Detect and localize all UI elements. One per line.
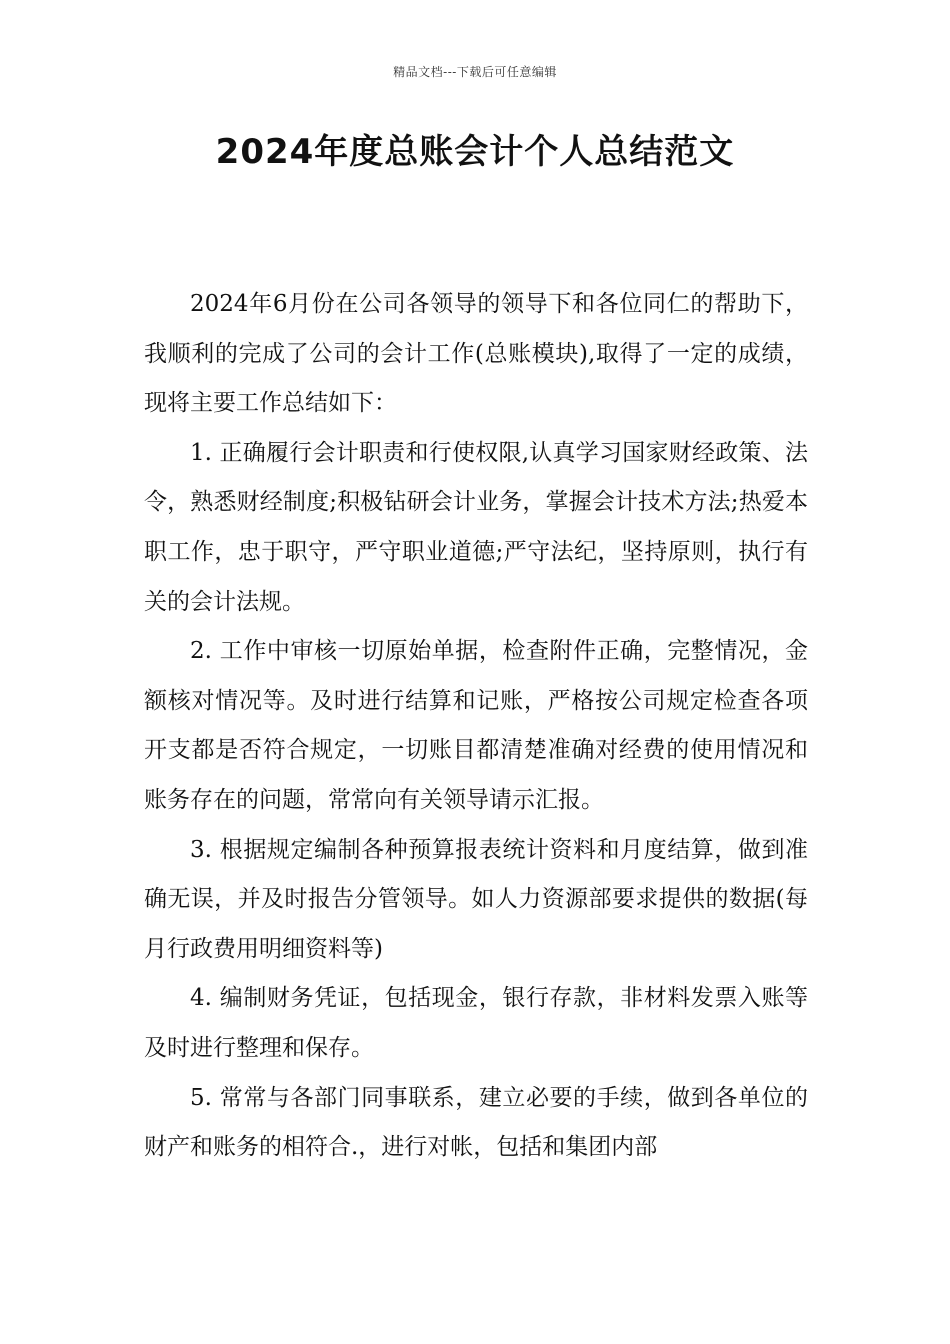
- paragraph-item-5: 5. 常常与各部门同事联系，建立必要的手续，做到各单位的财产和账务的相符合.，进行对帐，包括和集团内部: [144, 1084, 808, 1161]
- document-title: 2024年度总账会计个人总结范文: [215, 132, 735, 172]
- paragraph-item-2: 2. 工作中审核一切原始单据，检查附件正确，完整情况，金额核对情况等。及时进行结算和记账，严格按公司规定检查各项开支都是否符合规定，一切账目都清楚准确对经费的使用情况和账务存在的问题，常常向有关领导请示汇报。: [144, 638, 808, 813]
- paragraph-item-4: 4. 编制财务凭证，包括现金，银行存款，非材料发票入账等及时进行整理和保存。: [144, 985, 808, 1061]
- paragraph-item-3: 3. 根据规定编制各种预算报表统计资料和月度结算，做到准确无误，并及时报告分管领导。如人力资源部要求提供的数据(每月行政费用明细资料等): [144, 836, 808, 962]
- paragraph-item-1: 1. 正确履行会计职责和行使权限,认真学习国家财经政策、法令，熟悉财经制度;积极钻研会计业务，掌握会计技术方法;热爱本职工作，忠于职守，严守职业道德;严守法纪，坚持原则，执行有关的会计法规。: [144, 439, 808, 615]
- header-note: 精品文档---下载后可任意编辑: [393, 65, 557, 79]
- paragraph-intro: 2024年6月份在公司各领导的领导下和各位同仁的帮助下，我顺利的完成了公司的会计工作(总账模块),取得了一定的成绩，现将主要工作总结如下：: [144, 291, 808, 417]
- document-body: [144, 280, 808, 1173]
